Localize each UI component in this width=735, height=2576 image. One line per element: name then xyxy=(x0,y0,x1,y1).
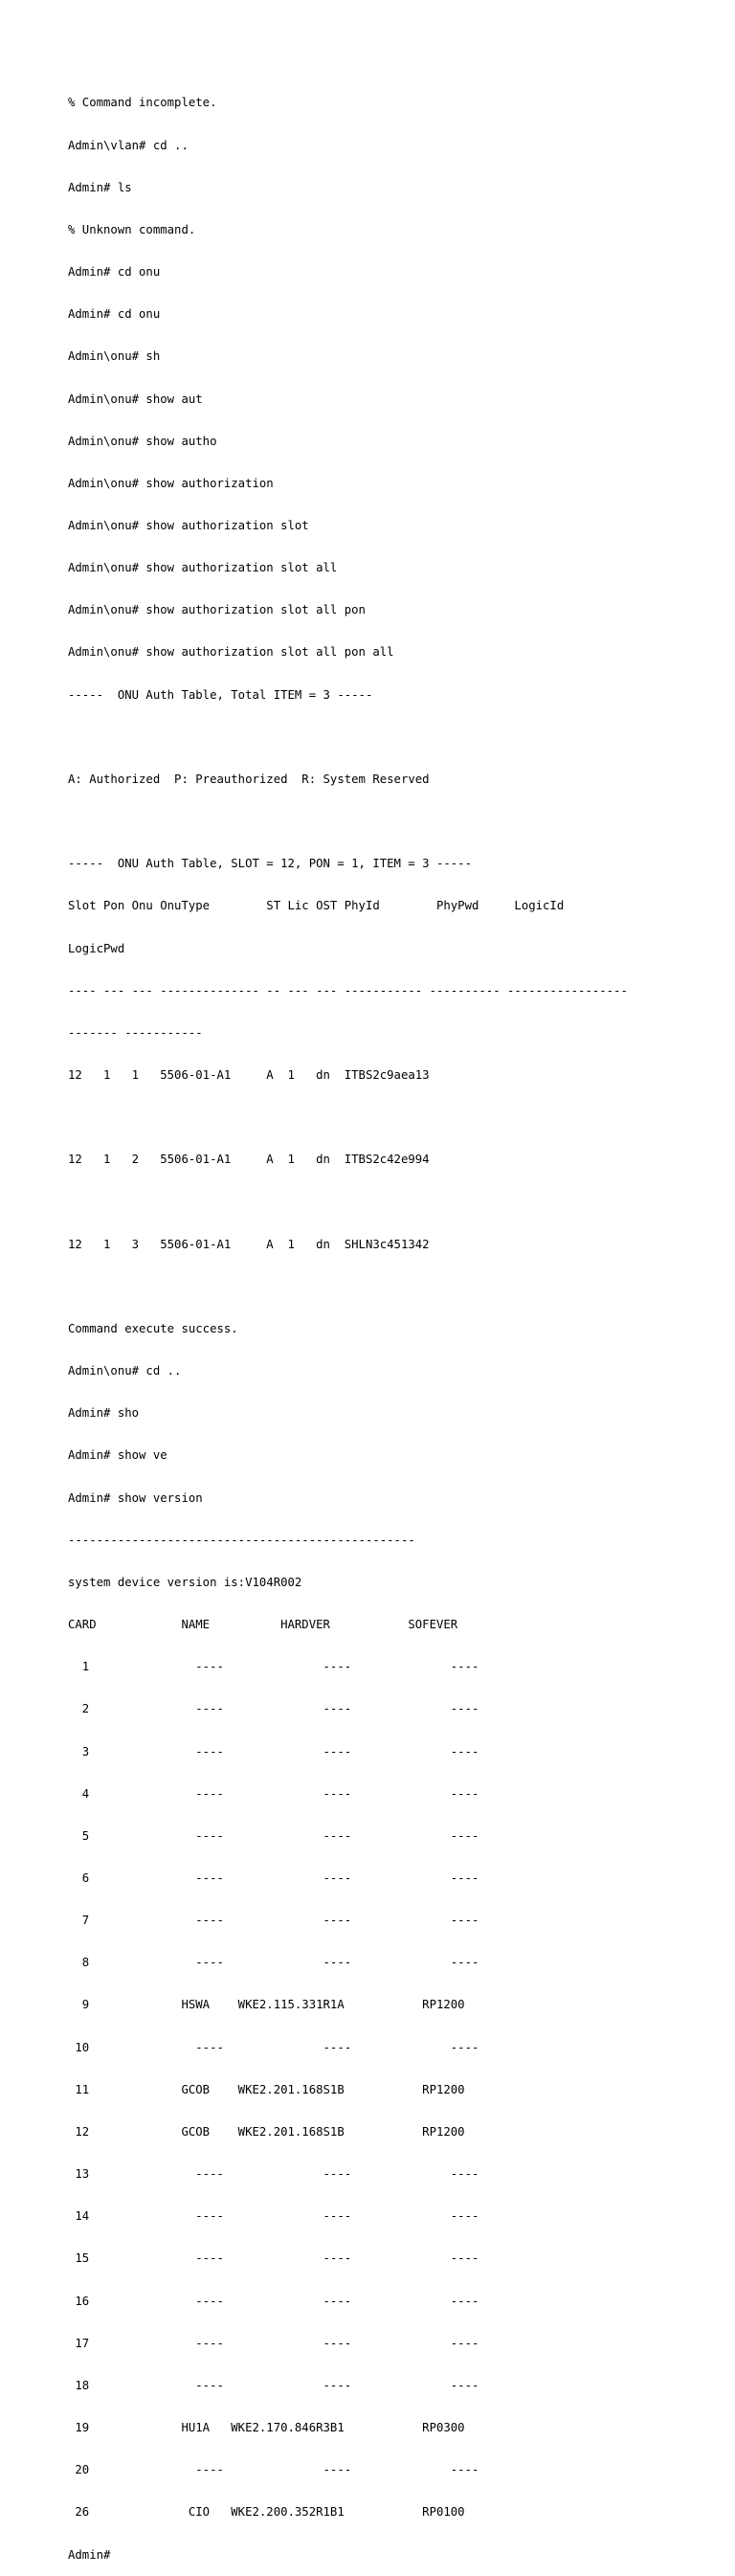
terminal-line: 12 1 3 5506-01-A1 A 1 dn SHLN3c451342 xyxy=(68,1237,430,1251)
terminal-line: 18 ---- ---- ---- xyxy=(68,2378,479,2392)
terminal-line: Admin# cd onu xyxy=(68,307,161,322)
terminal-line: Admin\onu# show authorization slot all pon all xyxy=(68,645,394,660)
terminal-line: 4 ---- ---- ---- xyxy=(68,1786,479,1801)
terminal-prompt[interactable]: Admin# xyxy=(68,2547,111,2562)
terminal-line: 12 1 2 5506-01-A1 A 1 dn ITBS2c42e994 xyxy=(68,1153,430,1167)
terminal-line: Admin\onu# show aut xyxy=(68,392,203,406)
terminal-line: 1 ---- ---- ---- xyxy=(68,1660,479,1674)
terminal-line: 16 ---- ---- ---- xyxy=(68,2294,479,2308)
terminal-line: ----- ONU Auth Table, SLOT = 12, PON = 1, ITEM = 3 ----- xyxy=(68,857,472,871)
terminal-line: 12 1 1 5506-01-A1 A 1 dn ITBS2c9aea13 xyxy=(68,1068,430,1083)
terminal-line: Admin\vlan# cd .. xyxy=(68,138,189,152)
terminal-line: 10 ---- ---- ---- xyxy=(68,2040,479,2054)
terminal-line: 7 ---- ---- ---- xyxy=(68,1914,479,1928)
terminal-line: ----- ONU Auth Table, Total ITEM = 3 ----- xyxy=(68,687,373,702)
terminal-line: 2 ---- ---- ---- xyxy=(68,1702,479,1716)
terminal-output[interactable] xyxy=(68,68,700,2576)
terminal-line: Admin\onu# show authorization slot all xyxy=(68,561,338,575)
terminal-line: Admin\onu# sh xyxy=(68,349,161,364)
terminal-line: 17 ---- ---- ---- xyxy=(68,2336,479,2350)
terminal-line: Admin# sho xyxy=(68,1406,140,1421)
terminal-line: Admin# show version xyxy=(68,1490,203,1505)
terminal-line: 19 HU1A WKE2.170.846R3B1 RP0300 xyxy=(68,2421,465,2435)
terminal-line xyxy=(68,1280,700,1294)
terminal-line: 20 ---- ---- ---- xyxy=(68,2463,479,2477)
terminal-line: Admin\onu# show autho xyxy=(68,434,217,448)
terminal-line: Admin# ls xyxy=(68,180,132,194)
terminal-line: 13 ---- ---- ---- xyxy=(68,2167,479,2182)
terminal-line: Admin\onu# show authorization xyxy=(68,476,274,490)
terminal-line: % Unknown command. xyxy=(68,222,196,236)
terminal-line: ---- --- --- -------------- -- --- --- ----------- ---------- ----------------- xyxy=(68,983,628,997)
terminal-line: 26 CIO WKE2.200.352R1B1 RP0100 xyxy=(68,2505,465,2520)
terminal-line: ------- ----------- xyxy=(68,1025,203,1040)
terminal-line: Admin\onu# show authorization slot all pon xyxy=(68,603,366,617)
terminal-line: Command execute success. xyxy=(68,1321,238,1335)
terminal-line: Admin# cd onu xyxy=(68,265,161,280)
terminal-line: Admin# show ve xyxy=(68,1448,167,1463)
terminal-line: 11 GCOB WKE2.201.168S1B RP1200 xyxy=(68,2082,465,2096)
terminal-line: A: Authorized P: Preauthorized R: System Reserved xyxy=(68,772,430,786)
terminal-line: 3 ---- ---- ---- xyxy=(68,1744,479,1758)
terminal-line: 5 ---- ---- ---- xyxy=(68,1828,479,1843)
terminal-line xyxy=(68,1196,700,1210)
terminal-line: 14 ---- ---- ---- xyxy=(68,2209,479,2224)
terminal-line: Admin\onu# cd .. xyxy=(68,1364,182,1378)
terminal-line: 15 ---- ---- ---- xyxy=(68,2251,479,2266)
terminal-line: ------------------------------------------------- xyxy=(68,1533,415,1547)
terminal-line xyxy=(68,730,700,745)
terminal-line: 6 ---- ---- ---- xyxy=(68,1871,479,1885)
terminal-line: system device version is:V104R002 xyxy=(68,1575,302,1589)
terminal-line xyxy=(68,815,700,829)
terminal-line: 8 ---- ---- ---- xyxy=(68,1956,479,1970)
terminal-line: LogicPwd xyxy=(68,941,125,955)
terminal-line: CARD NAME HARDVER SOFEVER xyxy=(68,1618,458,1632)
terminal-line: % Command incomplete. xyxy=(68,96,217,110)
terminal-line xyxy=(68,1110,700,1125)
terminal-line: Admin\onu# show authorization slot xyxy=(68,519,309,532)
terminal-line: 9 HSWA WKE2.115.331R1A RP1200 xyxy=(68,1998,465,2012)
terminal-line: Slot Pon Onu OnuType ST Lic OST PhyId PhyPwd LogicId xyxy=(68,899,565,913)
terminal-line: 12 GCOB WKE2.201.168S1B RP1200 xyxy=(68,2124,465,2139)
